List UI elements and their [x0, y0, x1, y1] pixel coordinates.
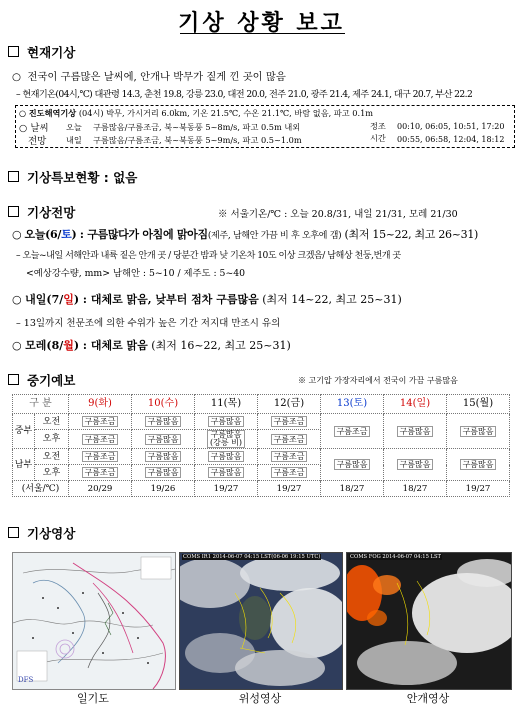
day-header: 13(토)	[321, 395, 384, 414]
outlook-label-1: ○ 날씨	[19, 123, 49, 134]
midterm-note: ※ 고기압 가장자리에서 전국이 가끔 구름많음	[298, 376, 458, 385]
outlook-label-2: 전망	[28, 136, 47, 147]
title-underline	[180, 33, 345, 34]
table-cell	[321, 449, 384, 481]
forecast-value: 구름조금	[271, 434, 308, 445]
outlook-tomorrow-range: (최저 14~22, 최고 25~31)	[262, 293, 402, 306]
outlook-dayafter: ○ 모레(8/월) : 대체로 맑음 (최저 16~22, 최고 25~31)	[12, 339, 291, 352]
seoul-temp-cell: 19/27	[258, 481, 321, 497]
jindo-text: (04시) 박무, 가시거리 6.0km, 기온 21.5℃, 수온 21.1℃, 바람 없음, 파고 0.1m	[78, 108, 374, 118]
forecast-value: 구름많음	[208, 416, 245, 427]
checkbox-icon	[8, 206, 19, 217]
outlook-today-range: (최저 15~22, 최고 26~31)	[344, 228, 479, 241]
day-header: 10(수)	[132, 395, 195, 414]
seoul-temp-cell: 18/27	[384, 481, 447, 497]
forecast-value: 구름많음	[397, 459, 434, 470]
forecast-value: 구름조금	[82, 451, 119, 462]
seoul-temp-cell: 19/26	[132, 481, 195, 497]
section-imagery	[8, 524, 75, 542]
outlook-dayafter-range: (최저 16~22, 최고 25~31)	[151, 339, 291, 352]
forecast-value: 구름많음	[460, 426, 497, 437]
table-cell	[195, 465, 258, 481]
forecast-value: 구름많음	[145, 434, 182, 445]
tomorrow-text: 구름많음/구름조금, 북~북동풍 5~9m/s, 파고 0.5~1.0m	[93, 135, 302, 145]
seoul-temp: ※ 서울기온/℃ : 오늘 20.8/31, 내일 21/31, 모레 21/30	[218, 209, 458, 220]
jindo-row: ○ 진도해역기상 (04시) 박무, 가시거리 6.0km, 기온 21.5℃, 수온 21.1℃, 바람 없음, 파고 0.1m	[19, 108, 374, 118]
section-outlook-heading: 기상전망	[27, 205, 76, 220]
tide-today: 00:10, 06:05, 10:51, 17:20	[397, 122, 505, 131]
caption-fog: 안개영상	[406, 692, 450, 705]
outlook-today: ○ 오늘(6/토) : 구름많다가 아침에 맑아짐(제주, 남해안 가끔 비 후 오후에 갬) (최저 15~22, 최고 26~31)	[12, 228, 479, 241]
rain-line-2: <예상강수량, mm> 남해안 : 5~10 / 제주도 : 5~40	[26, 268, 246, 279]
forecast-value: 구름조금	[334, 426, 371, 437]
current-summary-text: 전국이 구름많은 날씨에, 안개나 박무가 짙게 낀 곳이 많음	[27, 71, 286, 83]
table-cell	[258, 414, 321, 430]
current-temps: – 현재기온(04시,℃) 대관령 14.3, 춘천 19.8, 강릉 23.0, 대전 20.0, 전주 21.0, 광주 21.4, 제주 24.1, 대구 20.7, 부산 22.2	[16, 89, 473, 100]
fog-image	[346, 552, 512, 690]
day-header: 12(금)	[258, 395, 321, 414]
tide-label-2: 시간	[370, 133, 386, 143]
tide-label-1: 정조	[370, 121, 386, 131]
forecast-value: 구름조금	[271, 451, 308, 462]
period-label: 오전	[35, 449, 69, 465]
section-outlook	[8, 203, 75, 221]
table-cell	[258, 449, 321, 465]
forecast-value: 구름조금	[271, 416, 308, 427]
current-summary: ○ 전국이 구름많은 날씨에, 안개나 박무가 짙게 낀 곳이 많음	[12, 71, 286, 83]
forecast-extra: (강릉 비)	[210, 438, 242, 447]
table-header-label: 구 분	[13, 395, 69, 414]
satellite-image	[179, 552, 343, 690]
forecast-value: 구름많음	[397, 426, 434, 437]
outlook-tomorrow-post: ) : 대체로 맑음, 낮부터 점차 구름많음	[73, 293, 259, 306]
section-special	[8, 168, 137, 186]
outlook-today-pre: 오늘(6/	[24, 228, 62, 241]
day-header: 11(목)	[195, 395, 258, 414]
seoul-temp-cell: 20/29	[69, 481, 132, 497]
seoul-label: (서울/℃)	[13, 481, 69, 497]
tide-note: – 13일까지 천문조에 의한 수위가 높은 기간 저지대 만조시 유의	[16, 318, 281, 329]
forecast-value: 구름많음	[208, 451, 245, 462]
table-row	[13, 449, 510, 465]
caption-weather-chart: 일기도	[77, 692, 109, 705]
day-header: 9(화)	[69, 395, 132, 414]
forecast-value: 구름조금	[82, 467, 119, 478]
table-cell	[69, 465, 132, 481]
section-midterm-heading: 중기예보	[27, 373, 76, 388]
today-text: 구름많음/구름조금, 북~북동풍 5~8m/s, 파고 0.5m 내외	[93, 122, 301, 132]
outlook-dayafter-pre: 모레(8/	[25, 339, 64, 352]
forecast-value: 구름많음	[208, 467, 245, 478]
checkbox-icon	[8, 171, 19, 182]
table-cell	[447, 449, 510, 481]
satellite-header: COMS IR1 2014-06-07 04:15 LST(06-06 19:15 UTC)	[183, 554, 321, 560]
table-cell	[195, 449, 258, 465]
outlook-dayafter-day: 월	[63, 339, 74, 352]
table-cell	[258, 430, 321, 449]
region-label: 중부	[13, 414, 35, 449]
chart-corner-label: DFS	[18, 676, 34, 684]
period-label: 오후	[35, 430, 69, 449]
outlook-today-day: 토	[61, 228, 72, 241]
forecast-value: 구름조금	[82, 416, 119, 427]
table-cell	[384, 449, 447, 481]
table-cell	[69, 414, 132, 430]
forecast-value: 구름많음	[210, 430, 242, 439]
outlook-tomorrow-pre: 내일(7/	[25, 293, 64, 306]
outlook-today-post: ) : 구름많다가 아침에 맑아짐	[71, 228, 208, 241]
checkbox-icon	[8, 374, 19, 385]
period-label: 오전	[35, 414, 69, 430]
midterm-forecast-table	[12, 394, 510, 497]
table-cell	[132, 414, 195, 430]
table-row	[13, 414, 510, 430]
tide-tomorrow: 00:55, 06:58, 12:04, 18:12	[397, 135, 505, 144]
section-midterm	[8, 371, 75, 389]
section-current	[8, 43, 75, 61]
table-cell	[132, 430, 195, 449]
period-label: 오후	[35, 465, 69, 481]
table-cell	[195, 414, 258, 430]
table-cell	[69, 449, 132, 465]
today-label: 오늘	[66, 122, 82, 132]
forecast-value: 구름많음	[145, 416, 182, 427]
section-current-heading: 현재기상	[27, 45, 76, 60]
section-imagery-heading: 기상영상	[27, 526, 76, 541]
outlook-tomorrow-day: 일	[63, 293, 74, 306]
table-row-seoul	[13, 481, 510, 497]
forecast-value: 구름많음	[460, 459, 497, 470]
checkbox-icon	[8, 527, 19, 538]
jindo-label: 진도해역기상	[28, 108, 77, 118]
forecast-value: 구름조금	[271, 467, 308, 478]
seoul-temp-cell: 19/27	[447, 481, 510, 497]
checkbox-icon	[8, 46, 19, 57]
caption-satellite: 위성영상	[238, 692, 282, 705]
outlook-label-1-text: 날씨	[30, 123, 49, 134]
table-cell	[384, 414, 447, 449]
table-cell	[69, 430, 132, 449]
table-cell	[321, 414, 384, 449]
fog-header: COMS FOG 2014-06-07 04:15 LST	[350, 554, 441, 560]
table-cell	[132, 449, 195, 465]
table-cell	[132, 465, 195, 481]
day-header: 14(일)	[384, 395, 447, 414]
forecast-value: 구름조금	[82, 434, 119, 445]
outlook-dayafter-post: ) : 대체로 맑음	[73, 339, 148, 352]
section-special-heading: 기상특보현황 : 없음	[27, 170, 138, 185]
seoul-temp-cell: 19/27	[195, 481, 258, 497]
forecast-value: 구름많음	[334, 459, 371, 470]
outlook-tomorrow: ○ 내일(7/일) : 대체로 맑음, 낮부터 점차 구름많음 (최저 14~22, 최고 25~31)	[12, 293, 402, 306]
table-cell	[195, 430, 258, 449]
outlook-today-detail: (제주, 남해안 가끔 비 후 오후에 갬)	[207, 231, 342, 241]
table-cell	[447, 414, 510, 449]
forecast-value: 구름많음	[145, 451, 182, 462]
rain-line-1: – 오늘~내일 서해안과 내륙 짙은 안개 곳 / 당분간 밤과 낮 기온차 10도 이상 크겠음/ 남해상 천둥,번개 곳	[16, 251, 401, 261]
page-title: 기상 상황 보고	[178, 11, 345, 36]
table-header-row	[13, 395, 510, 414]
tomorrow-label: 내일	[66, 135, 82, 145]
table-cell	[258, 465, 321, 481]
forecast-value: 구름많음	[145, 467, 182, 478]
weather-chart-image	[12, 552, 176, 690]
region-label: 남부	[13, 449, 35, 481]
day-header: 15(월)	[447, 395, 510, 414]
seoul-temp-cell: 18/27	[321, 481, 384, 497]
